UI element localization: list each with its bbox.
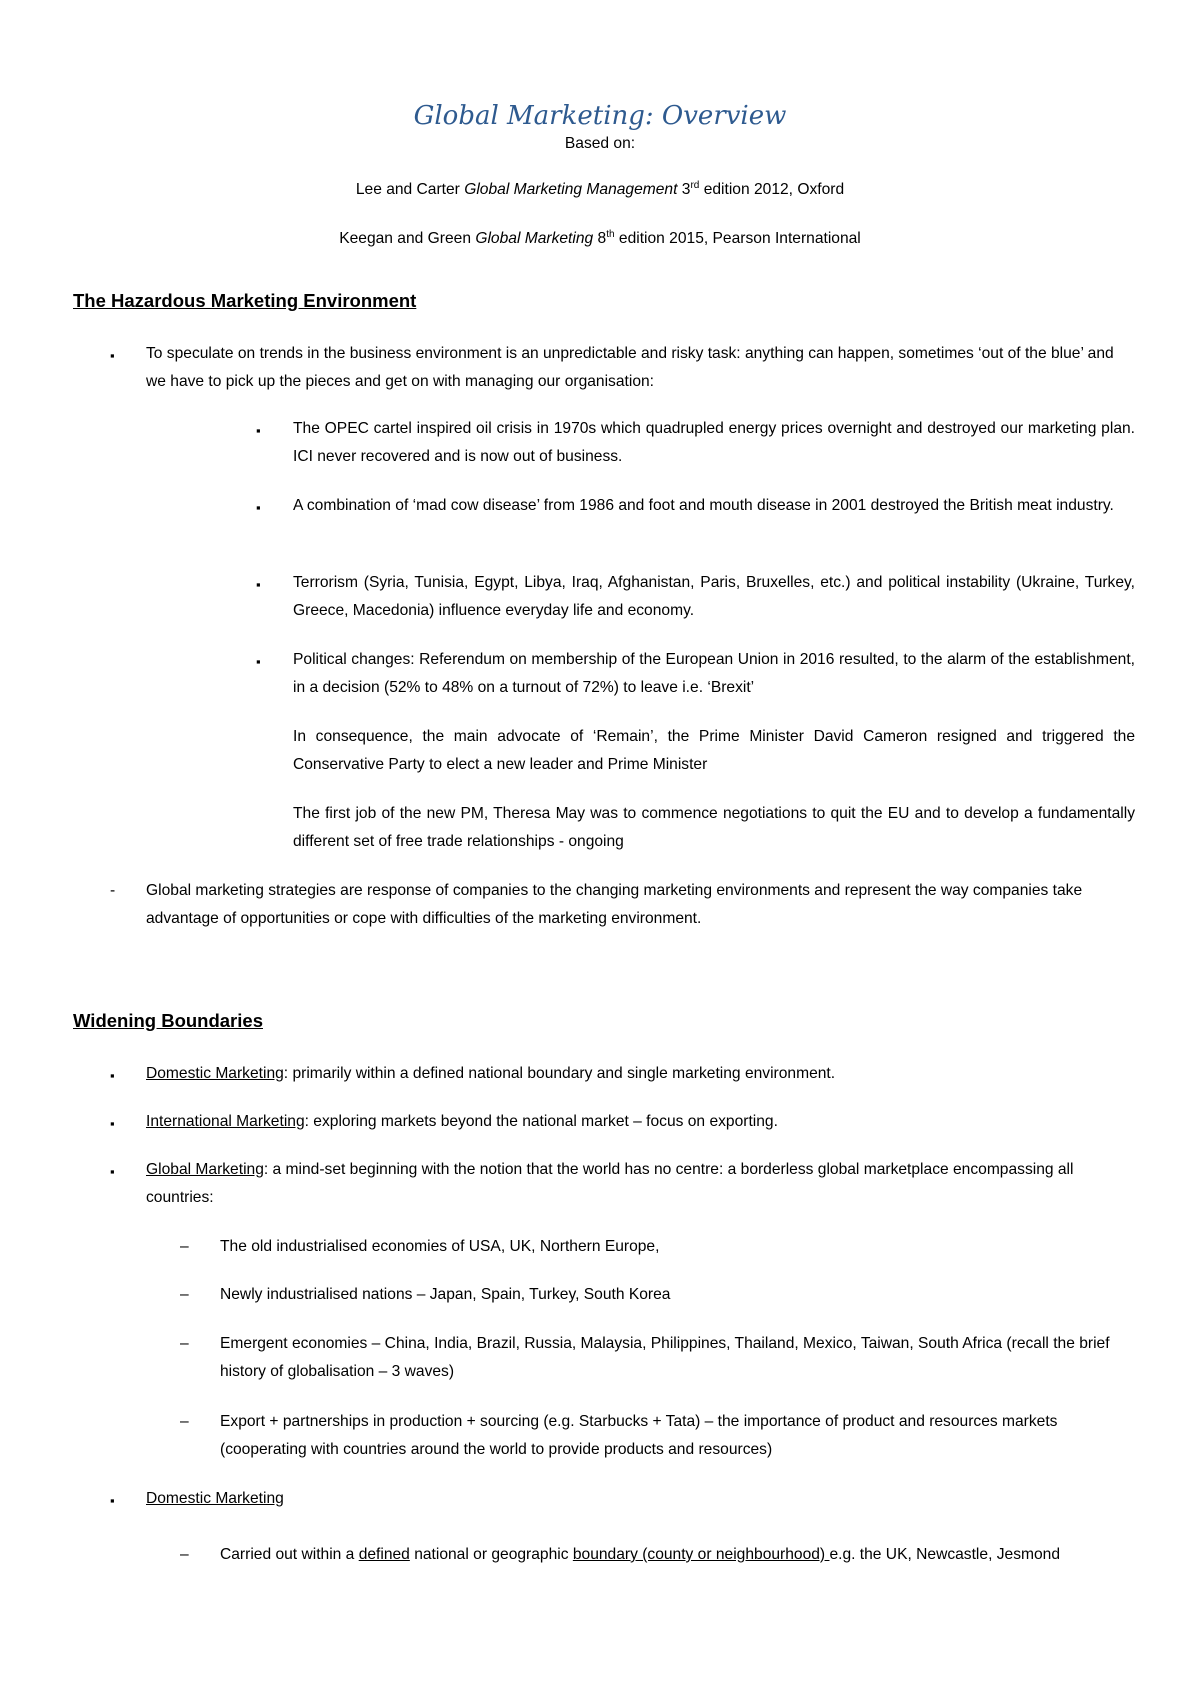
- global-marketing-term: Global Marketing: [146, 1161, 264, 1178]
- international-marketing-text: : exploring markets beyond the national market – focus on exporting.: [304, 1113, 778, 1130]
- domestic-marketing-text: : primarily within a defined national boundary and single marketing environment.: [283, 1065, 836, 1082]
- domestic-marketing-item: [146, 1060, 1136, 1088]
- bullet-icon: ▪: [110, 1116, 115, 1131]
- bullet-icon: ▪: [110, 1493, 115, 1508]
- international-marketing-term: International Marketing: [146, 1113, 305, 1130]
- section-heading-hazardous: The Hazardous Marketing Environment: [73, 290, 417, 311]
- based-on-label: Based on:: [564, 135, 636, 152]
- bullet-icon: ▪: [256, 423, 261, 438]
- reference-1-authors: Lee and Carter: [355, 181, 465, 198]
- global-marketing-text: : a mind-set beginning with the notion that the world has no centre: a borderless global marketplace encompassing all countries:: [146, 1161, 1074, 1206]
- dash-marker: –: [180, 1286, 189, 1303]
- document-title: Global Marketing: Overview: [413, 101, 787, 131]
- dash-marker: -: [110, 882, 116, 899]
- bullet-icon: ▪: [110, 1068, 115, 1083]
- dash-marker: –: [180, 1413, 189, 1430]
- carried-out-boundary: boundary (county or neighbourhood): [572, 1546, 830, 1563]
- bullet-icon: ▪: [110, 348, 115, 363]
- carried-out-post: e.g. the UK, Newcastle, Jesmond: [829, 1546, 1061, 1563]
- dash-item-export: Export + partnerships in production + sourcing (e.g. Starbucks + Tata) – the importance of product and resources markets (cooperating with countries around the world to provide products and resources): [220, 1413, 1058, 1458]
- carried-out-pre: Carried out within a: [220, 1546, 359, 1563]
- international-marketing-item: [146, 1108, 1136, 1136]
- section1-sub-terrorism: Terrorism (Syria, Tunisia, Egypt, Libya, Iraq, Afghanistan, Paris, Bruxelles, etc.) and political instability (Ukraine, Turkey, Greece, Macedonia) influence everyday life and economy.: [293, 574, 1135, 619]
- domestic-marketing-heading: Domestic Marketing: [146, 1490, 284, 1507]
- bullet-icon: ▪: [256, 577, 261, 592]
- carried-out-mid: national or geographic: [409, 1546, 573, 1563]
- reference-1-edition-num: 3: [677, 181, 691, 198]
- reference-2-authors: Keegan and Green: [339, 230, 476, 247]
- section1-sub-mad-cow: A combination of ‘mad cow disease’ from 1986 and foot and mouth disease in 2001 destroyed the British meat industry.: [293, 497, 1114, 514]
- dash-marker: –: [180, 1238, 189, 1255]
- dash-item-old-economies: The old industrialised economies of USA, UK, Northern Europe,: [220, 1238, 660, 1255]
- reference-2-details: edition 2015, Pearson International: [614, 230, 861, 247]
- section1-para-first-job: The first job of the new PM, Theresa May was to commence negotiations to quit the EU and to develop a fundamentally different set of free trade relationships - ongoing: [293, 805, 1135, 850]
- bullet-icon: ▪: [256, 654, 261, 669]
- section-heading-widening: Widening Boundaries: [73, 1010, 263, 1031]
- reference-2-edition-num: 8: [593, 230, 607, 247]
- section1-intro: To speculate on trends in the business environment is an unpredictable and risky task: anything can happen, sometimes ‘out of the blue’ and we have to pick up the pieces and get on with managing our organisation:: [146, 345, 1114, 390]
- reference-2-book: Global Marketing: [475, 230, 594, 247]
- section1-para-consequence: In consequence, the main advocate of ‘Remain’, the Prime Minister David Cameron resigned and triggered the Conservative Party to elect a new leader and Prime Minister: [293, 728, 1135, 773]
- reference-2: [0, 225, 1200, 253]
- dash-item-carried-out: [220, 1541, 1110, 1569]
- dash-marker: –: [180, 1335, 189, 1352]
- reference-1-details: edition 2012, Oxford: [699, 181, 845, 198]
- dash-item-emergent: Emergent economies – China, India, Brazil, Russia, Malaysia, Philippines, Thailand, Mexico, Taiwan, South Africa (recall the brief history of globalisation – 3 waves): [220, 1335, 1110, 1380]
- carried-out-defined: defined: [358, 1546, 410, 1563]
- section1-sub-oil-crisis: The OPEC cartel inspired oil crisis in 1970s which quadrupled energy prices overnight and destroyed our marketing plan. ICI never recovered and is now out of business.: [293, 420, 1135, 465]
- bullet-icon: ▪: [110, 1164, 115, 1179]
- reference-2-edition-sup: th: [606, 228, 615, 240]
- bullet-icon: ▪: [256, 500, 261, 515]
- domestic-marketing-term: Domestic Marketing: [146, 1065, 284, 1082]
- section1-sub-political: Political changes: Referendum on membership of the European Union in 2016 resulted, to the alarm of the establishment, in a decision (52% to 48% on a turnout of 72%) to leave i.e. ‘Brexit’: [293, 651, 1135, 696]
- reference-1-edition-sup: rd: [690, 179, 700, 191]
- dash-marker: –: [180, 1546, 189, 1563]
- global-marketing-item: [146, 1156, 1136, 1212]
- reference-1: [0, 176, 1200, 204]
- section1-global-strategies: Global marketing strategies are response of companies to the changing marketing environments and represent the way companies take advantage of opportunities or cope with difficulties of the marketing environment.: [146, 882, 1083, 927]
- dash-item-newly-industrialised: Newly industrialised nations – Japan, Spain, Turkey, South Korea: [220, 1286, 671, 1303]
- reference-1-book: Global Marketing Management: [464, 181, 678, 198]
